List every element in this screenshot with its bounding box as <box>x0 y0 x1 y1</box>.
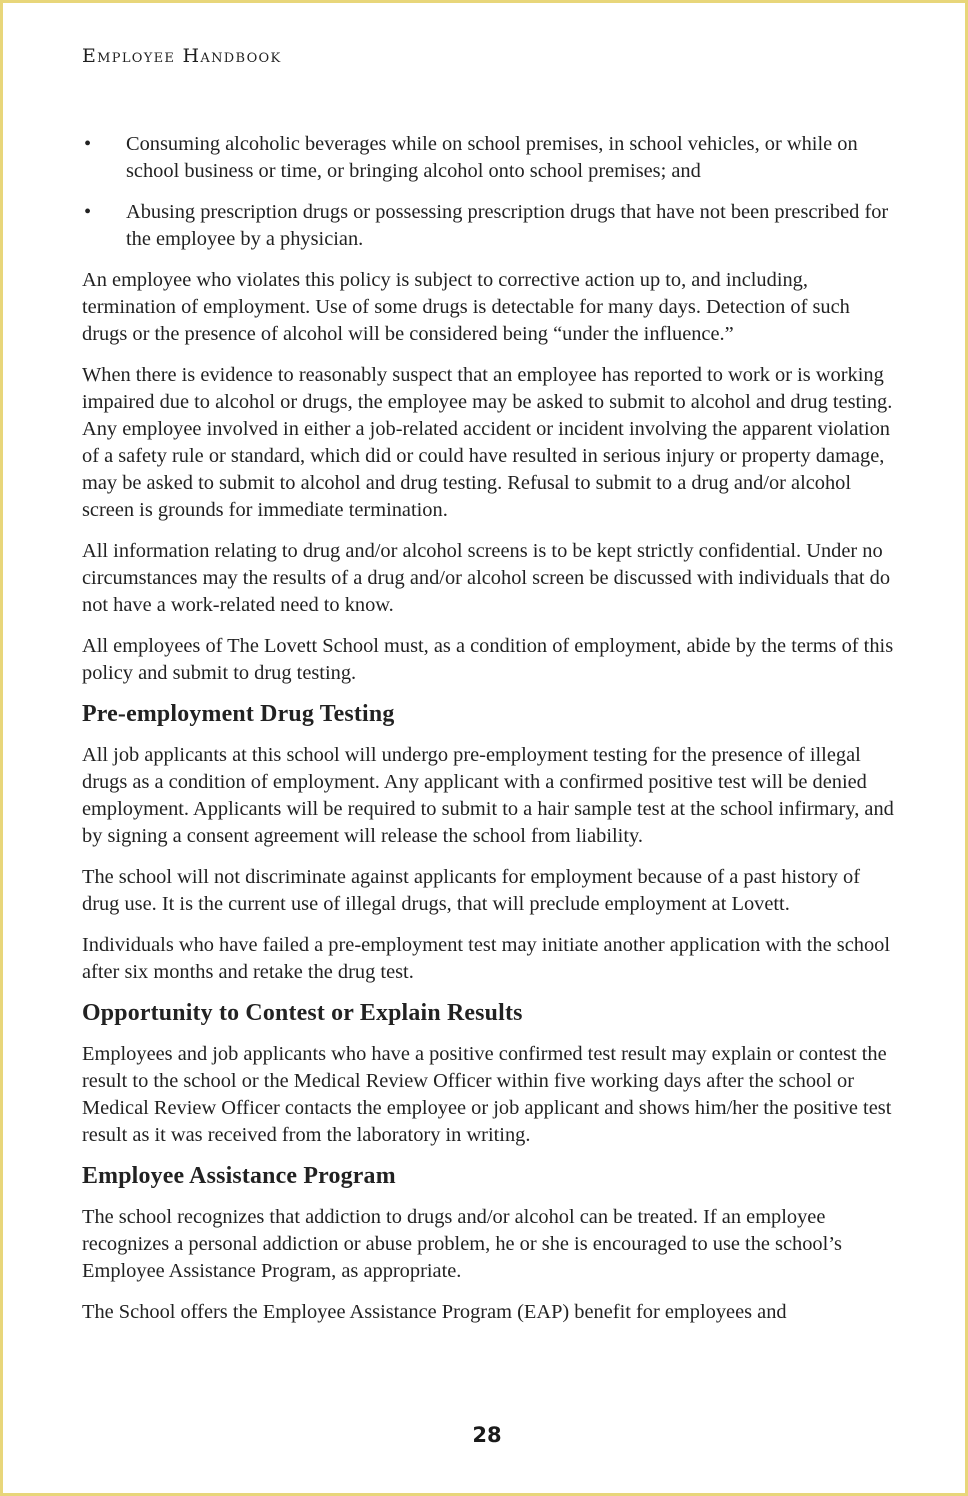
heading-employee-assistance: Employee Assistance Program <box>82 1163 396 1189</box>
page-number: 28 <box>472 1423 502 1447</box>
paragraph-reapplication: Individuals who have failed a pre-employment test may initiate another application with the school after six months and retake the drug test. <box>82 934 891 983</box>
paragraph-contest-results: Employees and job applicants who have a positive confirmed test result may explain or contest the result to the school or the Medical Review Officer within five working days after the school or Medical Review Officer contacts the employee or job applicant and shows him/her the positive test result as it was received from the laboratory in writing. <box>82 1043 892 1146</box>
heading-contest-results: Opportunity to Contest or Explain Results <box>82 1000 523 1026</box>
bullet-item <box>82 131 894 185</box>
bullet-dot-icon: • <box>84 201 92 223</box>
paragraph-non-discrimination: The school will not discriminate against applicants for employment because of a past history of drug use. It is the current use of illegal drugs, that will preclude employment at Lovett. <box>82 866 861 915</box>
bullet-text: Consuming alcoholic beverages while on school premises, in school vehicles, or while on school business or time, or bringing alcohol onto school premises; and <box>126 133 858 182</box>
document-body <box>82 131 894 1340</box>
paragraph-condition-of-employment: All employees of The Lovett School must, as a condition of employment, abide by the terms of this policy and submit to drug testing. <box>82 635 894 684</box>
paragraph-reasonable-suspicion: When there is evidence to reasonably suspect that an employee has reported to work or is working impaired due to alcohol or drugs, the employee may be asked to submit to alcohol and drug testing. Any employee involved in either a job-related accident or incident involving the apparent violation of a safety rule or standard, which did or could have resulted in serious injury or property damage, may be asked to submit to alcohol and drug testing. Refusal to submit to a drug and/or alcohol screen is grounds for immediate termination. <box>82 364 893 521</box>
bullet-text: Abusing prescription drugs or possessing prescription drugs that have not been prescribed for the employee by a physician. <box>126 201 889 250</box>
paragraph-addiction-treatment: The school recognizes that addiction to drugs and/or alcohol can be treated. If an employee recognizes a personal addiction or abuse problem, he or she is encouraged to use the school’s Employee Assistance Program, as appropriate. <box>82 1206 842 1282</box>
bullet-item <box>82 199 894 253</box>
paragraph-confidentiality: All information relating to drug and/or alcohol screens is to be kept strictly confidential. Under no circumstances may the results of a drug and/or alcohol screen be discussed with individuals that do not have a work-related need to know. <box>82 540 891 616</box>
paragraph-eap-benefit: The School offers the Employee Assistance Program (EAP) benefit for employees and <box>82 1301 787 1323</box>
heading-pre-employment-testing: Pre-employment Drug Testing <box>82 701 395 727</box>
running-header: Employee Handbook <box>82 45 282 67</box>
paragraph-violation: An employee who violates this policy is subject to corrective action up to, and including, termination of employment. Use of some drugs is detectable for many days. Detection of such drugs or the presence of alcohol will be considered being “under the influence.” <box>82 269 850 345</box>
paragraph-applicant-testing: All job applicants at this school will undergo pre-employment testing for the presence of illegal drugs as a condition of employment. Any applicant with a confirmed positive test will be denied employment. Applicants will be required to submit to a hair sample test at the school infirmary, and by signing a consent agreement will release the school from liability. <box>82 744 894 847</box>
bullet-dot-icon: • <box>84 133 92 155</box>
